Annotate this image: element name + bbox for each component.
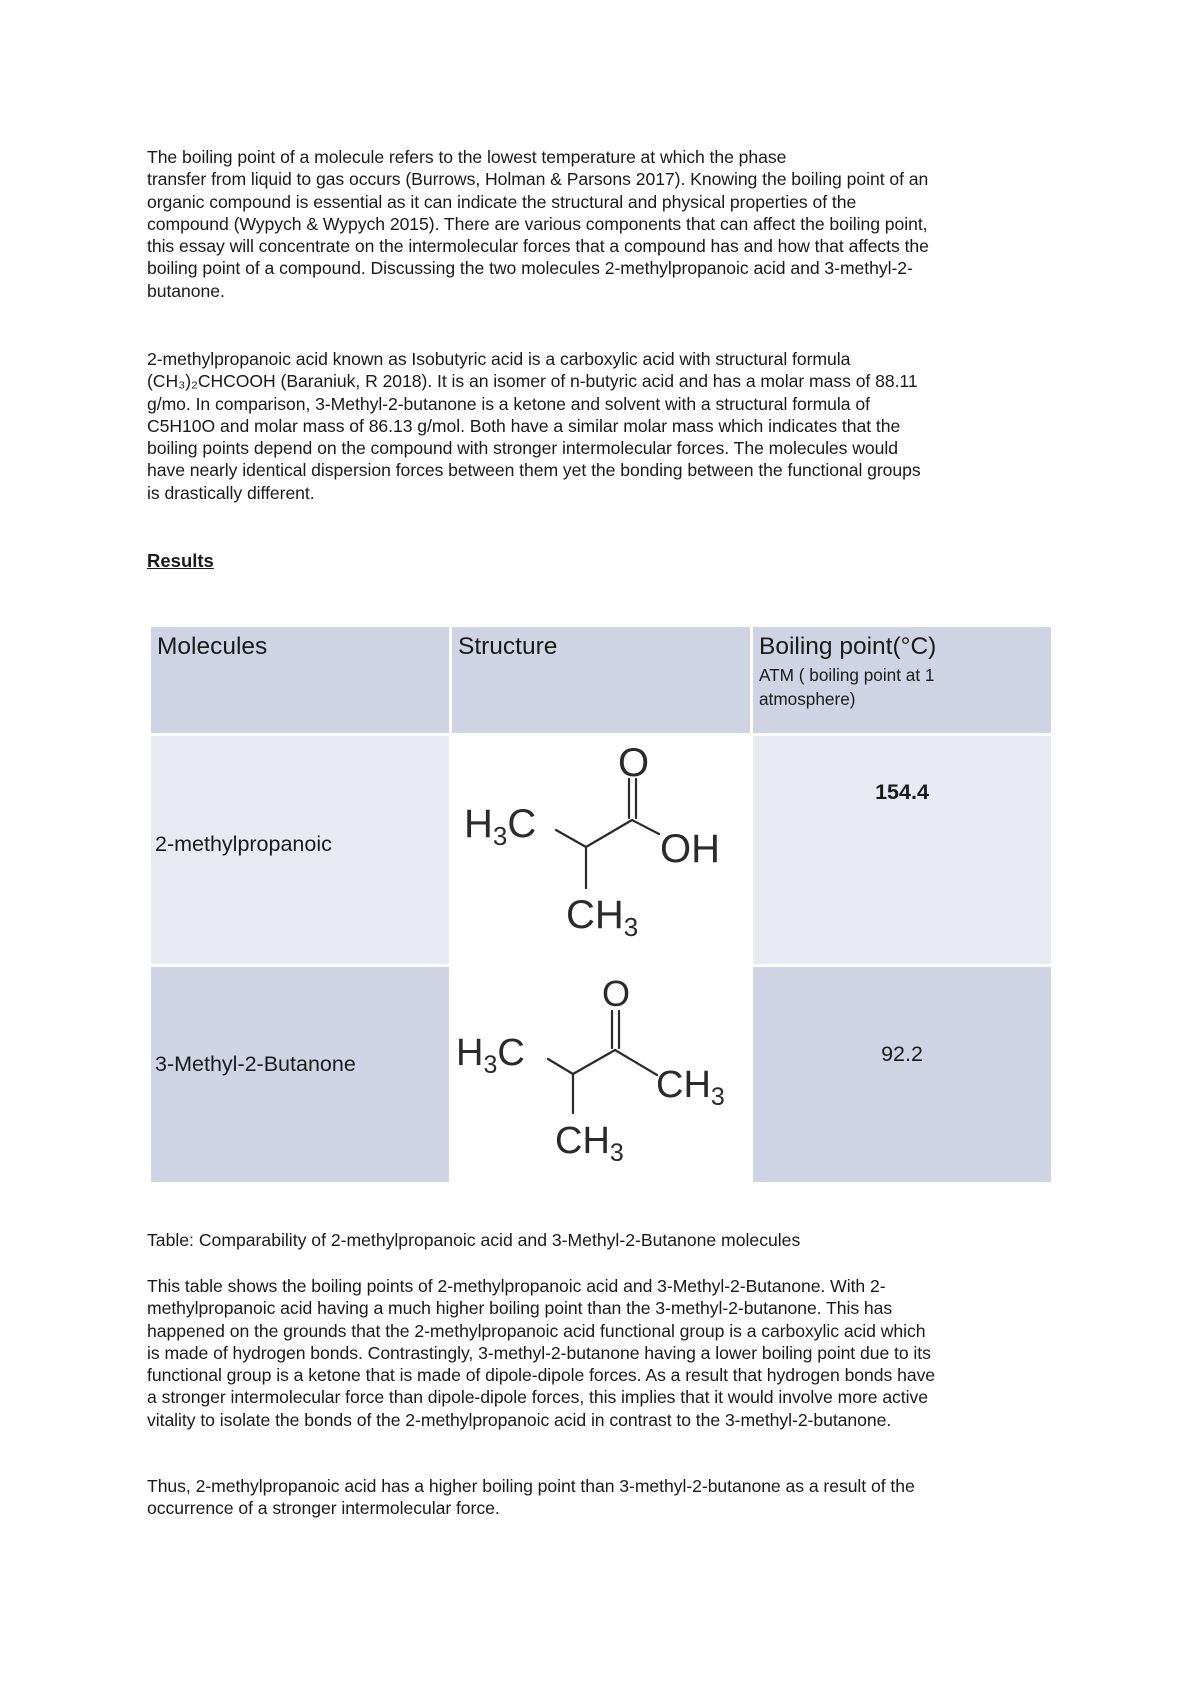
boiling-point-value: 154.4 [875,780,929,804]
text-line: vitality to isolate the bonds of the 2-methylpropanoic acid in contrast to the 3-methyl-2-butanone. [147,1409,892,1430]
text-line: boiling point of a compound. Discussing the two molecules 2-methylpropanoic acid and 3-methyl-2- [147,258,913,279]
text-line: butanone. [147,280,225,301]
header-structure [452,627,750,733]
results-table [148,624,1054,1185]
text-line: a stronger intermolecular force than dipole-dipole forces, this implies that it would involve more active [147,1387,928,1408]
text-line: The boiling point of a molecule refers to the lowest temperature at which the phase [147,147,787,167]
text-line: boiling points depend on the compound with stronger intermolecular forces. The molecules would [147,438,898,459]
table-row [151,967,1051,1182]
text-line: (CH₃)₂CHCOOH (Baraniuk, R 2018). It is an isomer of n-butyric acid and has a molar mass of 88.11 [147,371,918,392]
text-line: C5H10O and molar mass of 86.13 g/mol. Both have a similar molar mass which indicates that the [147,415,901,436]
structure-label-sub: 3 [623,912,639,942]
header-boiling-point-label: Boiling point(°C) [759,633,937,660]
text-line: transfer from liquid to gas occurs (Burrows, Holman & Parsons 2017). Knowing the boiling point of an [147,169,929,190]
header-note-line-1: ATM ( boiling point at 1 [759,665,935,685]
structure-cell [452,736,750,964]
results-heading: Results [147,550,214,571]
molecule-name: 3-Methyl-2-Butanone [155,1052,356,1076]
text-line: This table shows the boiling points of 2-methylpropanoic acid and 3-Methyl-2-Butanone. With 2- [147,1276,886,1296]
molecule-cell [151,736,449,964]
text-line: is drastically different. [147,482,315,503]
conclusion-paragraph [147,1475,1067,1520]
text-line: organic compound is essential as it can indicate the structural and physical properties of the [147,191,857,212]
structure-cell [452,967,750,1182]
text-line: occurrence of a stronger intermolecular force. [147,1498,500,1519]
text-line: g/mo. In comparison, 3-Methyl-2-butanone is a ketone and solvent with a structural formula of [147,393,870,414]
text-line: 2-methylpropanoic acid known as Isobutyric acid is a carboxylic acid with structural formula [147,349,851,369]
structure-label-ch: CH [656,1064,711,1106]
text-line: happened on the grounds that the 2-methylpropanoic acid functional group is a carboxylic acid which [147,1320,926,1341]
structure-label-oxygen: O [618,741,650,785]
structure-label-sub: 3 [609,1139,624,1167]
svg-text:CH3 [555,1120,624,1167]
structure-label-c: C [507,802,537,846]
isobutyric-acid-structure [452,736,750,964]
svg-text:H3C [464,802,536,851]
structure-label-h: H [464,802,493,846]
text-line: is made of hydrogen bonds. Contrastingly, 3-methyl-2-butanone having a lower boiling point due to its [147,1342,931,1363]
background-paragraph [147,348,1067,504]
header-molecules [151,627,449,733]
svg-text:H3C [456,1032,525,1079]
text-line: have nearly identical dispersion forces between them yet the bonding between the functional groups [147,460,921,481]
boiling-point-value: 92.2 [881,1042,923,1066]
svg-text:CH3 [656,1064,725,1111]
table-caption: Table: Comparability of 2-methylpropanoic acid and 3-Methyl-2-Butanone molecules [147,1230,801,1250]
structure-label-hydroxyl: OH [660,827,720,871]
structure-label-h: H [456,1032,484,1074]
structure-label-sub: 3 [483,1051,498,1079]
svg-text:CH3 [566,893,638,942]
intro-paragraph [147,146,1067,302]
text-line: functional group is a ketone that is made of dipole-dipole forces. As a result that hydrogen bonds have [147,1365,936,1386]
table-header-row [151,627,1051,733]
molecule-name: 2-methylpropanoic [155,832,332,856]
header-boiling-point [753,627,1051,733]
table-row [151,736,1051,964]
structure-label-ch: CH [566,893,624,937]
structure-label-oxygen: O [602,973,631,1014]
header-molecules-label: Molecules [157,633,268,660]
methyl-butanone-structure [452,967,750,1182]
boiling-point-cell [753,736,1051,964]
header-note-line-2: atmosphere) [759,689,856,709]
boiling-point-cell [753,967,1051,1182]
text-line: compound (Wypych & Wypych 2015). There are various components that can affect the boiling point, [147,213,928,234]
header-structure-label: Structure [458,633,558,660]
text-line: methylpropanoic acid having a much higher boiling point than the 3-methyl-2-butanone. This has [147,1298,893,1319]
structure-label-sub: 3 [492,821,508,851]
structure-label-c: C [497,1032,525,1074]
discussion-paragraph [147,1275,1067,1431]
structure-label-ch: CH [555,1120,610,1162]
header-boiling-point-note [753,661,1051,711]
structure-label-sub: 3 [710,1083,725,1111]
text-line: this essay will concentrate on the intermolecular forces that a compound has and how that affects the [147,236,929,257]
text-line: Thus, 2-methylpropanoic acid has a higher boiling point than 3-methyl-2-butanone as a result of the [147,1476,915,1496]
molecule-cell [151,967,449,1182]
